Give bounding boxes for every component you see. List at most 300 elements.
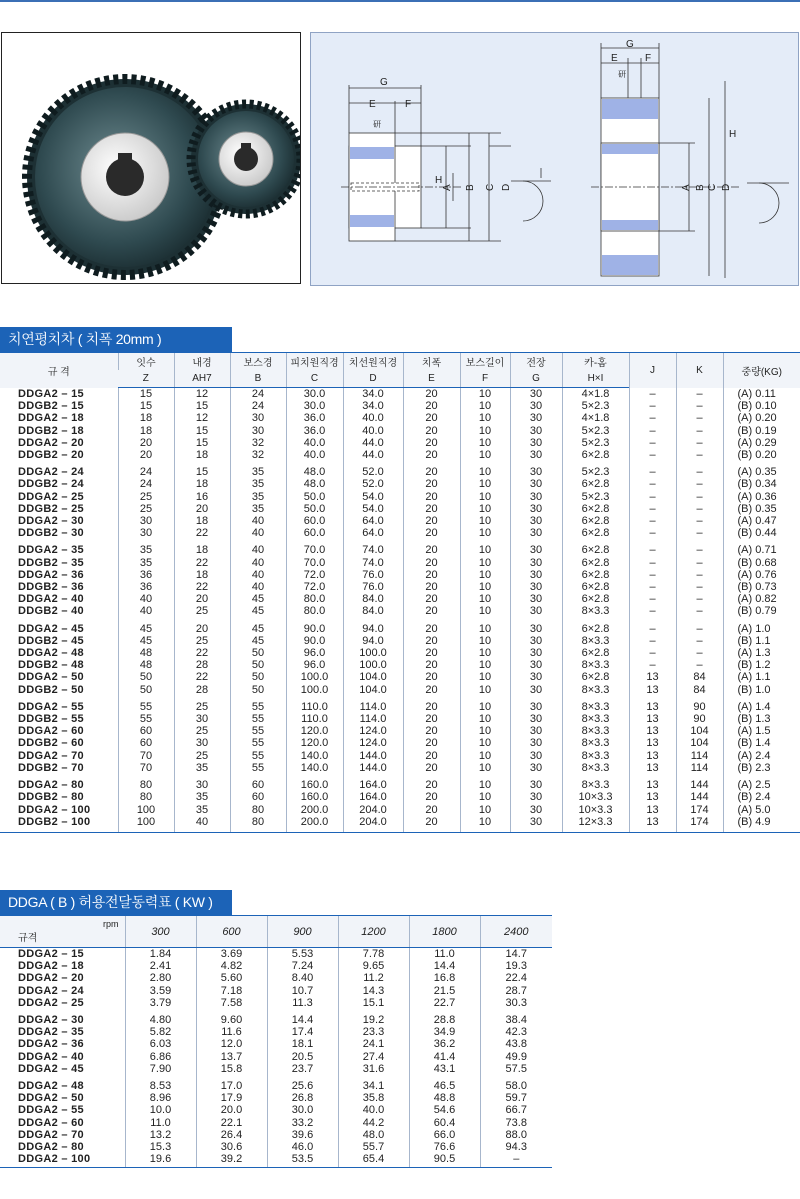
table-cell: 40 — [230, 527, 286, 539]
table-cell: 22 — [174, 671, 230, 683]
table-cell: 10 — [460, 527, 510, 539]
table-cell: 19.6 — [125, 1153, 196, 1168]
table-cell: (B) 0.35 — [723, 503, 800, 515]
table-cell: 30 — [510, 635, 562, 647]
table-cell: 35 — [230, 478, 286, 490]
row-spec-cell: DDGA2 – 35 — [18, 1026, 84, 1039]
table-cell: 20 — [403, 569, 460, 581]
row-spec-cell: DDGB2 – 50 — [18, 683, 84, 696]
svg-text:A: A — [681, 184, 692, 191]
table-cell: 30 — [510, 388, 562, 401]
table-cell: 8×3.3 — [562, 605, 629, 617]
table-row — [0, 593, 800, 605]
table-cell: – — [629, 647, 676, 659]
spec-table — [0, 352, 800, 833]
table-cell: 35 — [230, 503, 286, 515]
table-cell: 164.0 — [343, 774, 403, 791]
table-row — [0, 647, 800, 659]
table-cell: 20 — [403, 659, 460, 671]
table-cell: 10 — [460, 491, 510, 503]
row-spec-cell: DDGB2 – 80 — [18, 791, 84, 804]
table-cell: 120.0 — [286, 725, 343, 737]
table-cell: 10 — [460, 503, 510, 515]
table-cell: 40 — [174, 816, 230, 833]
dimension-drawing — [310, 32, 799, 286]
table-cell: 204.0 — [343, 804, 403, 816]
table-cell: 8×3.3 — [562, 737, 629, 749]
table-cell: 90 — [676, 696, 723, 713]
table-cell: 8×3.3 — [562, 684, 629, 696]
table-cell: 22.4 — [480, 972, 552, 984]
table-cell: 13 — [629, 750, 676, 762]
table-cell: 18 — [174, 478, 230, 490]
table-row — [0, 659, 800, 671]
table-cell: 30.3 — [480, 997, 552, 1009]
table-cell: – — [629, 491, 676, 503]
table-cell: 26.8 — [267, 1092, 338, 1104]
table-cell: 28.7 — [480, 985, 552, 997]
row-spec-cell: DDGA2 – 80 — [18, 1141, 84, 1154]
table-cell: (A) 0.36 — [723, 491, 800, 503]
table-cell: 55 — [230, 750, 286, 762]
spec-section-title: 치연평치차 ( 치폭 20mm ) — [0, 327, 232, 352]
table-cell: 144 — [676, 791, 723, 803]
row-spec-cell: DDGA2 – 20 — [18, 972, 84, 985]
table-cell: (A) 1.0 — [723, 618, 800, 635]
row-spec-cell: DDGA2 – 36 — [18, 568, 84, 581]
table-cell: 14.3 — [338, 985, 409, 997]
table-cell: – — [676, 449, 723, 461]
table-cell: 20 — [403, 618, 460, 635]
table-cell: 30 — [510, 816, 562, 833]
table-row — [0, 569, 800, 581]
table-cell: 10 — [460, 437, 510, 449]
table-cell: (A) 0.47 — [723, 515, 800, 527]
table-cell: 30 — [510, 737, 562, 749]
table-row — [0, 1117, 552, 1129]
table-cell: 40.0 — [286, 437, 343, 449]
table-cell: 2.41 — [125, 960, 196, 972]
table-cell: 80 — [230, 816, 286, 833]
table-cell: 30 — [118, 515, 174, 527]
table-cell: 25 — [118, 491, 174, 503]
table-cell: 20 — [403, 437, 460, 449]
table-cell: 45 — [230, 618, 286, 635]
table-row — [0, 461, 800, 478]
table-cell: 22 — [174, 527, 230, 539]
table-row — [0, 491, 800, 503]
table-cell: (A) 0.20 — [723, 412, 800, 424]
row-spec-cell: DDGB2 – 15 — [18, 400, 84, 413]
table-cell: 20 — [403, 412, 460, 424]
table-cell: 60 — [230, 791, 286, 803]
table-cell: 90.0 — [286, 618, 343, 635]
table-row — [0, 1063, 552, 1075]
table-cell: 100 — [118, 804, 174, 816]
table-cell: 20 — [403, 461, 460, 478]
row-spec-cell: DDGA2 – 15 — [18, 387, 84, 400]
table-cell: 104 — [676, 725, 723, 737]
table-cell: (B) 0.68 — [723, 557, 800, 569]
row-spec-cell: DDGB2 – 100 — [0, 816, 118, 833]
table-row — [0, 1075, 552, 1092]
table-cell: 35 — [230, 461, 286, 478]
table-cell: (A) 5.0 — [723, 804, 800, 816]
table-cell: 44.0 — [343, 449, 403, 461]
table-cell: 20 — [403, 804, 460, 816]
table-cell: 39.6 — [267, 1129, 338, 1141]
table-cell: 11.0 — [125, 1117, 196, 1129]
table-cell: (A) 2.4 — [723, 750, 800, 762]
table-cell: 10 — [460, 388, 510, 401]
table-cell: 7.24 — [267, 960, 338, 972]
table-row — [0, 635, 800, 647]
table-cell: (A) 1.4 — [723, 696, 800, 713]
table-cell: 34.1 — [338, 1075, 409, 1092]
table-cell: (B) 0.20 — [723, 449, 800, 461]
table-cell: 17.4 — [267, 1026, 338, 1038]
row-spec-cell: DDGA2 – 18 — [18, 412, 84, 425]
table-cell: 30 — [174, 774, 230, 791]
table-cell: 10 — [460, 684, 510, 696]
table-cell: 13 — [629, 816, 676, 833]
table-cell: – — [676, 491, 723, 503]
table-cell: 19.2 — [338, 1009, 409, 1026]
table-cell: 50 — [230, 671, 286, 683]
table-cell: 174 — [676, 816, 723, 833]
table-row — [0, 737, 800, 749]
table-row — [0, 388, 800, 401]
row-spec-cell: DDGA2 – 48 — [18, 1080, 84, 1093]
table-cell: 30.0 — [286, 400, 343, 412]
table-cell: 10 — [460, 713, 510, 725]
table-cell: 15.8 — [196, 1063, 267, 1075]
dimension-labels — [369, 39, 736, 191]
table-cell: 70.0 — [286, 539, 343, 556]
table-cell: (B) 0.34 — [723, 478, 800, 490]
table-cell: 14.4 — [267, 1009, 338, 1026]
table-cell: 4×1.8 — [562, 388, 629, 401]
svg-text:研: 研 — [373, 120, 381, 129]
table-cell: 20 — [403, 515, 460, 527]
table-cell: – — [676, 527, 723, 539]
row-spec-cell: DDGA2 – 60 — [18, 1116, 84, 1129]
table-cell: 28.8 — [409, 1009, 480, 1026]
table-cell: 13.2 — [125, 1129, 196, 1141]
table-cell: 114 — [676, 750, 723, 762]
table-cell: 70 — [118, 750, 174, 762]
row-spec-cell: DDGA2 – 40 — [18, 593, 84, 606]
table-cell: 5×2.3 — [562, 400, 629, 412]
table-cell: – — [629, 449, 676, 461]
table-cell: 25 — [174, 750, 230, 762]
table-cell: 55 — [230, 762, 286, 774]
table-cell: – — [676, 581, 723, 593]
table-cell: – — [629, 618, 676, 635]
table-cell: 114.0 — [343, 713, 403, 725]
table-cell: 55.7 — [338, 1141, 409, 1153]
table-cell: 18 — [118, 425, 174, 437]
table-row — [0, 791, 800, 803]
table-cell: (B) 1.0 — [723, 684, 800, 696]
svg-text:G: G — [380, 77, 388, 88]
table-row — [0, 1092, 552, 1104]
table-row — [0, 1104, 552, 1116]
table-cell: 9.65 — [338, 960, 409, 972]
spec-header-row: 규 격 잇수 내경 보스경 피치원직경 치선원직경 치폭 보스길이 전장 카-홈 J K 중량(KG) — [0, 353, 800, 371]
table-cell: 34.9 — [409, 1026, 480, 1038]
table-cell: 48.0 — [286, 478, 343, 490]
table-cell: 10 — [460, 478, 510, 490]
table-cell: 104.0 — [343, 684, 403, 696]
table-cell: 8×3.3 — [562, 762, 629, 774]
spec-subheader-row: Z AH7 B C D E F G H×I — [0, 370, 800, 388]
table-row — [0, 1009, 552, 1026]
table-cell: 36 — [118, 581, 174, 593]
table-cell: – — [676, 569, 723, 581]
table-cell: – — [629, 605, 676, 617]
table-cell: 140.0 — [286, 750, 343, 762]
table-cell: 23.3 — [338, 1026, 409, 1038]
table-cell: 50.0 — [286, 491, 343, 503]
table-cell: 65.4 — [338, 1153, 409, 1168]
row-spec-cell: DDGA2 – 55 — [18, 700, 84, 713]
table-cell: 124.0 — [343, 737, 403, 749]
table-cell: 20 — [403, 491, 460, 503]
table-cell: 35 — [118, 539, 174, 556]
table-cell: 8.96 — [125, 1092, 196, 1104]
svg-text:C: C — [485, 183, 496, 191]
table-cell: 30 — [510, 412, 562, 424]
table-cell: 13 — [629, 737, 676, 749]
table-cell: 48 — [118, 647, 174, 659]
table-cell: 20 — [403, 696, 460, 713]
table-cell: – — [676, 659, 723, 671]
table-cell: 36 — [118, 569, 174, 581]
power-table — [0, 915, 552, 1168]
svg-text:研: 研 — [618, 70, 626, 79]
row-spec-cell: DDGA2 – 15 — [18, 948, 84, 960]
table-cell: 18.1 — [267, 1038, 338, 1050]
table-cell: 7.90 — [125, 1063, 196, 1075]
table-cell: 60.4 — [409, 1117, 480, 1129]
table-cell: 1.84 — [125, 948, 196, 961]
svg-text:G: G — [626, 39, 634, 50]
table-cell: 10×3.3 — [562, 804, 629, 816]
table-row — [0, 725, 800, 737]
table-cell: 40.0 — [343, 412, 403, 424]
table-row — [0, 671, 800, 683]
table-cell: (A) 1.3 — [723, 647, 800, 659]
table-cell: 26.4 — [196, 1129, 267, 1141]
table-cell: 96.0 — [286, 647, 343, 659]
table-cell: 12×3.3 — [562, 816, 629, 833]
table-cell: 30 — [510, 750, 562, 762]
table-cell: 74.0 — [343, 539, 403, 556]
table-cell: 76.0 — [343, 581, 403, 593]
table-cell: 40.0 — [338, 1104, 409, 1116]
table-cell: 49.9 — [480, 1051, 552, 1063]
table-cell: 8×3.3 — [562, 659, 629, 671]
table-cell: 30 — [510, 461, 562, 478]
table-cell: 20 — [118, 449, 174, 461]
table-cell: 11.3 — [267, 997, 338, 1009]
row-spec-cell: DDGB2 – 70 — [18, 761, 84, 774]
svg-text:D: D — [721, 183, 732, 191]
table-cell: 30.0 — [286, 388, 343, 401]
table-cell: – — [629, 635, 676, 647]
table-cell: 40 — [230, 557, 286, 569]
row-spec-cell: DDGB2 – 25 — [18, 502, 84, 515]
table-cell: 104 — [676, 737, 723, 749]
table-cell: 20 — [403, 713, 460, 725]
table-cell: 64.0 — [343, 527, 403, 539]
table-cell: (A) 0.76 — [723, 569, 800, 581]
table-cell: 3.69 — [196, 948, 267, 961]
table-cell: 15 — [118, 388, 174, 401]
table-cell: 20 — [403, 684, 460, 696]
table-cell: 25 — [174, 635, 230, 647]
table-cell: (A) 0.11 — [723, 388, 800, 401]
table-cell: 20 — [403, 605, 460, 617]
table-row — [0, 985, 552, 997]
row-spec-cell: DDGA2 – 60 — [18, 725, 84, 738]
table-cell: 22.1 — [196, 1117, 267, 1129]
table-cell: 20 — [403, 557, 460, 569]
table-cell: 46.5 — [409, 1075, 480, 1092]
table-cell: 84 — [676, 671, 723, 683]
table-cell: 20 — [403, 593, 460, 605]
table-cell: 20 — [403, 581, 460, 593]
table-cell: – — [676, 647, 723, 659]
table-cell: 20 — [403, 635, 460, 647]
table-cell: 40 — [118, 605, 174, 617]
table-cell: 8.53 — [125, 1075, 196, 1092]
table-cell: 30 — [510, 515, 562, 527]
table-cell: (A) 1.5 — [723, 725, 800, 737]
top-rule — [0, 0, 800, 2]
table-cell: 10 — [460, 671, 510, 683]
table-cell: 3.79 — [125, 997, 196, 1009]
row-spec-cell: DDGB2 – 60 — [18, 737, 84, 750]
table-cell: 31.6 — [338, 1063, 409, 1075]
table-cell: – — [629, 437, 676, 449]
table-cell: 30 — [510, 449, 562, 461]
table-cell: 30 — [510, 605, 562, 617]
table-cell: 50 — [230, 647, 286, 659]
table-cell: 10×3.3 — [562, 791, 629, 803]
table-cell: 30 — [510, 503, 562, 515]
table-cell: – — [676, 618, 723, 635]
table-cell: 35.8 — [338, 1092, 409, 1104]
table-cell: 30 — [510, 713, 562, 725]
table-cell: – — [676, 635, 723, 647]
table-cell: 36.0 — [286, 412, 343, 424]
table-cell: – — [629, 539, 676, 556]
table-cell: 13 — [629, 684, 676, 696]
table-row — [0, 684, 800, 696]
table-cell: 20 — [403, 816, 460, 833]
table-cell: 60 — [118, 725, 174, 737]
table-cell: 10 — [460, 400, 510, 412]
table-cell: 25 — [118, 503, 174, 515]
table-cell: – — [676, 515, 723, 527]
table-cell: 6.86 — [125, 1051, 196, 1063]
table-cell: – — [629, 581, 676, 593]
table-cell: 40 — [230, 539, 286, 556]
table-cell: 64.0 — [343, 515, 403, 527]
table-cell: 5×2.3 — [562, 437, 629, 449]
row-spec-cell: DDGB2 – 20 — [18, 449, 84, 462]
row-spec-cell: DDGB2 – 55 — [18, 713, 84, 726]
table-cell: 3.59 — [125, 985, 196, 997]
table-cell: 20 — [174, 618, 230, 635]
row-spec-cell: DDGA2 – 30 — [18, 515, 84, 528]
table-cell: 100.0 — [286, 684, 343, 696]
table-cell: 30 — [510, 539, 562, 556]
table-cell: (B) 0.44 — [723, 527, 800, 539]
table-cell: 88.0 — [480, 1129, 552, 1141]
power-header-row: rpm 규격 300 600 900 1200 1800 2400 — [0, 916, 552, 948]
table-cell: 30 — [230, 425, 286, 437]
table-cell: (A) 0.29 — [723, 437, 800, 449]
table-cell: 10 — [460, 412, 510, 424]
table-cell: 80 — [230, 804, 286, 816]
table-cell: 57.5 — [480, 1063, 552, 1075]
table-cell: 7.58 — [196, 997, 267, 1009]
table-cell: 6×2.8 — [562, 527, 629, 539]
table-cell: 43.1 — [409, 1063, 480, 1075]
table-cell: 44.2 — [338, 1117, 409, 1129]
table-cell: 10 — [460, 774, 510, 791]
table-cell: 5.82 — [125, 1026, 196, 1038]
table-cell: 30 — [510, 400, 562, 412]
table-cell: – — [676, 557, 723, 569]
table-cell: 80.0 — [286, 605, 343, 617]
table-cell: 30.0 — [267, 1104, 338, 1116]
table-cell: 48.0 — [338, 1129, 409, 1141]
table-cell: 200.0 — [286, 804, 343, 816]
table-cell: 45 — [230, 635, 286, 647]
table-cell: 100.0 — [286, 671, 343, 683]
row-spec-cell: DDGA2 – 25 — [18, 996, 84, 1009]
table-cell: 50 — [118, 671, 174, 683]
table-row — [0, 1051, 552, 1063]
table-cell: 6×2.8 — [562, 618, 629, 635]
svg-text:F: F — [405, 99, 412, 110]
table-cell: 18 — [174, 569, 230, 581]
row-spec-cell: DDGA2 – 100 — [18, 803, 91, 816]
table-cell: 6×2.8 — [562, 515, 629, 527]
table-cell: 17.0 — [196, 1075, 267, 1092]
table-cell: 20 — [403, 791, 460, 803]
table-row — [0, 816, 800, 833]
table-cell: 25 — [174, 605, 230, 617]
table-cell: 50 — [230, 659, 286, 671]
svg-text:H: H — [435, 175, 443, 186]
row-spec-cell: DDGB2 – 24 — [18, 478, 84, 491]
table-cell: 10 — [460, 605, 510, 617]
table-cell: 13 — [629, 762, 676, 774]
row-spec-cell: DDGA2 – 24 — [18, 466, 84, 479]
table-cell: – — [629, 388, 676, 401]
table-cell: 38.4 — [480, 1009, 552, 1026]
row-spec-cell: DDGA2 – 50 — [18, 671, 84, 684]
svg-text:E: E — [611, 53, 618, 64]
table-cell: 30 — [510, 425, 562, 437]
table-cell: 30 — [230, 412, 286, 424]
table-cell: 20 — [403, 503, 460, 515]
